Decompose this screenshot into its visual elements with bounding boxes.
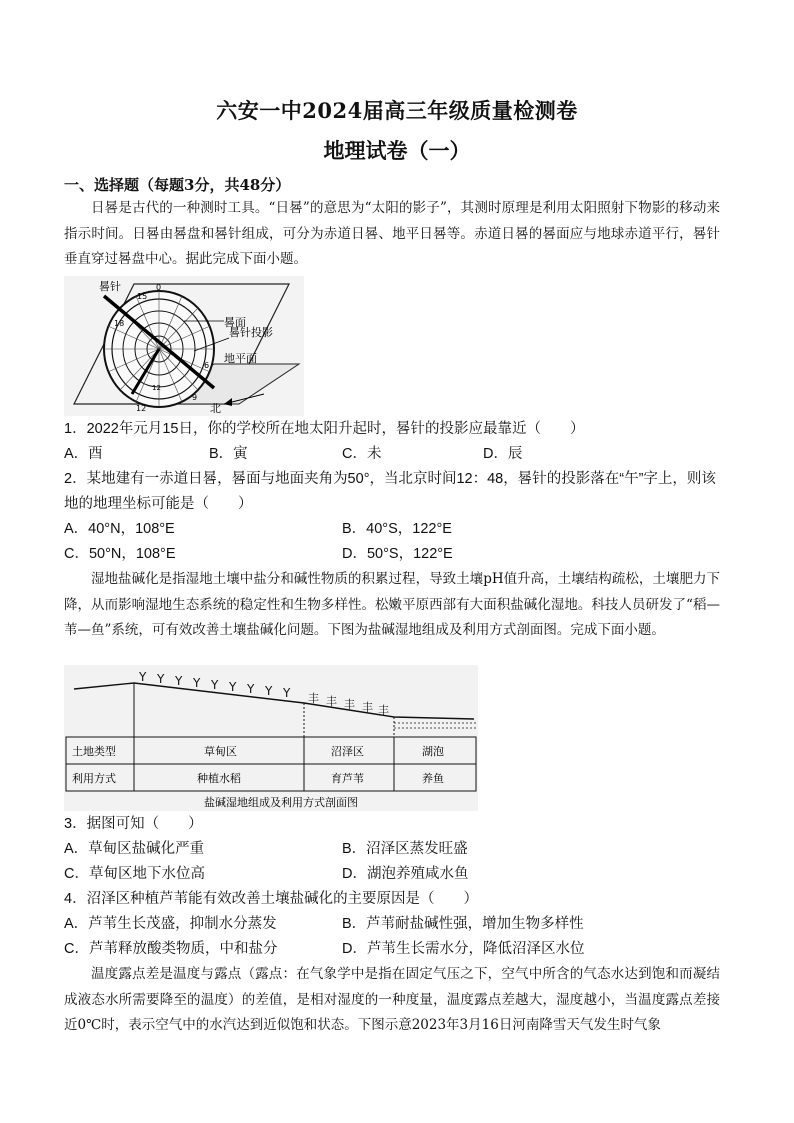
passage-sundial: 日晷是古代的一种测时工具。“日晷”的意思为“太阳的影子”，其测时原理是利用太阳照射下物影的移动来指示时间。日晷由晷盘和晷针组成，可分为赤道日晷、地平日晷等。赤道日晷的晷面应与地球赤道平行，晷针垂直穿过晷盘中心。据此完成下面小题。	[64, 200, 720, 267]
svg-text:丰: 丰	[308, 692, 319, 705]
figure-caption: 盐碱湿地组成及利用方式剖面图	[204, 796, 358, 809]
sundial-figure	[64, 276, 304, 416]
exam-subtitle: 地理试卷（一）	[323, 138, 471, 163]
svg-text:丰: 丰	[378, 704, 389, 717]
svg-text:Y: Y	[283, 686, 291, 700]
land-type-marsh: 沼泽区	[331, 745, 364, 758]
label-shadow: 晷针投影	[229, 326, 273, 339]
svg-text:丰: 丰	[362, 701, 373, 714]
land-type-lake: 湖泡	[422, 745, 444, 758]
label-north: 北	[210, 402, 221, 415]
svg-text:Y: Y	[211, 678, 219, 692]
label-dial: 晷面	[224, 316, 246, 329]
label-gnomon: 晷针	[99, 280, 121, 293]
question-4-stem: 4．沼泽区种植芦苇能有效改善土壤盐碱化的主要原因是（ ）	[64, 891, 479, 907]
q2-option-d[interactable]: D．50°S，122°E	[342, 546, 453, 562]
tick-left: 18	[114, 319, 125, 328]
svg-text:丰: 丰	[326, 695, 337, 708]
q3-option-c[interactable]: C．草甸区地下水位高	[64, 866, 205, 882]
tick-right: 6	[204, 361, 210, 370]
q4-option-d[interactable]: D．芦苇生长需水分，降低沼泽区水位	[342, 941, 585, 957]
table-head-land-type: 土地类型	[72, 745, 116, 758]
use-reed: 育芦苇	[331, 772, 364, 785]
land-type-meadow: 草甸区	[204, 745, 237, 758]
tick-lower-right: 9	[192, 393, 198, 402]
section-heading: 一、选择题（每题3分，共48分）	[64, 176, 291, 194]
q1-option-c[interactable]: C．未	[342, 446, 382, 462]
table-head-usage: 利用方式	[72, 772, 116, 785]
q4-option-c[interactable]: C．芦苇释放酸类物质，中和盐分	[64, 941, 278, 957]
question-1-stem: 1．2022年元月15日，你的学校所在地太阳升起时，晷针的投影应最靠近（ ）	[64, 421, 585, 437]
question-3-stem: 3．据图可知（ ）	[64, 816, 203, 832]
svg-text:Y: Y	[229, 680, 237, 694]
q3-option-d[interactable]: D．湖泡养殖咸水鱼	[342, 866, 469, 882]
wetland-figure	[64, 665, 478, 811]
q3-option-b[interactable]: B．沼泽区蒸发旺盛	[342, 841, 468, 857]
passage-saline-wetland: 湿地盐碱化是指湿地土壤中盐分和碱性物质的积累过程，导致土壤pH值升高，土壤结构疏松，土壤肥力下降，从而影响湿地生态系统的稳定性和生物多样性。松嫩平原西部有大面积盐碱化湿地。科技人员研发了“稻—苇—鱼”系统，可有效改善土壤盐碱化问题。下图为盐碱湿地组成及利用方式剖面图。完成下面小题。	[64, 571, 720, 638]
passage-dewpoint: 温度露点差是温度与露点（露点：在气象学中是指在固定气压之下，空气中所含的气态水达到饱和而凝结成液态水所需要降至的温度）的差值，是相对湿度的一种度量，温度露点差越大，湿度越小，当温度露点差接近0℃时，表示空气中的水汽达到近似饱和状态。下图示意2023年3月16日河南降雪天气发生时气象	[64, 966, 720, 1033]
q1-option-a[interactable]: A．酉	[64, 446, 103, 462]
svg-text:Y: Y	[175, 674, 183, 688]
question-2-stem: 2．某地建有一赤道日晷，晷面与地面夹角为50°，当北京时间12：48，晷针的投影落在“午”字上，则该地的地理坐标可能是（ ）	[64, 471, 716, 512]
svg-text:Y: Y	[139, 670, 147, 684]
tick-lower-left: 12	[136, 404, 147, 413]
label-ground: 地平面	[224, 352, 257, 365]
q4-option-b[interactable]: B．芦苇耐盐碱性强，增加生物多样性	[342, 916, 584, 932]
exam-title: 六安一中2024届高三年级质量检测卷	[216, 98, 578, 123]
svg-text:丰: 丰	[344, 698, 355, 711]
q3-option-a[interactable]: A．草甸区盐碱化严重	[64, 841, 205, 857]
tick-bottom: 12	[152, 384, 161, 392]
tick-upper-left: 15	[137, 292, 148, 301]
q2-option-b[interactable]: B．40°S，122°E	[342, 521, 452, 537]
q1-option-d[interactable]: D．辰	[483, 446, 523, 462]
svg-text:Y: Y	[265, 684, 273, 698]
q2-option-a[interactable]: A．40°N，108°E	[64, 521, 175, 537]
q2-option-c[interactable]: C．50°N，108°E	[64, 546, 176, 562]
q4-option-a[interactable]: A．芦苇生长茂盛，抑制水分蒸发	[64, 916, 277, 932]
use-rice: 种植水稻	[197, 772, 241, 785]
svg-text:Y: Y	[157, 672, 165, 686]
svg-text:Y: Y	[247, 682, 255, 696]
q1-option-b[interactable]: B．寅	[209, 446, 248, 462]
use-fish: 养鱼	[422, 772, 444, 785]
svg-text:Y: Y	[193, 676, 201, 690]
tick-top: 0	[156, 283, 162, 292]
